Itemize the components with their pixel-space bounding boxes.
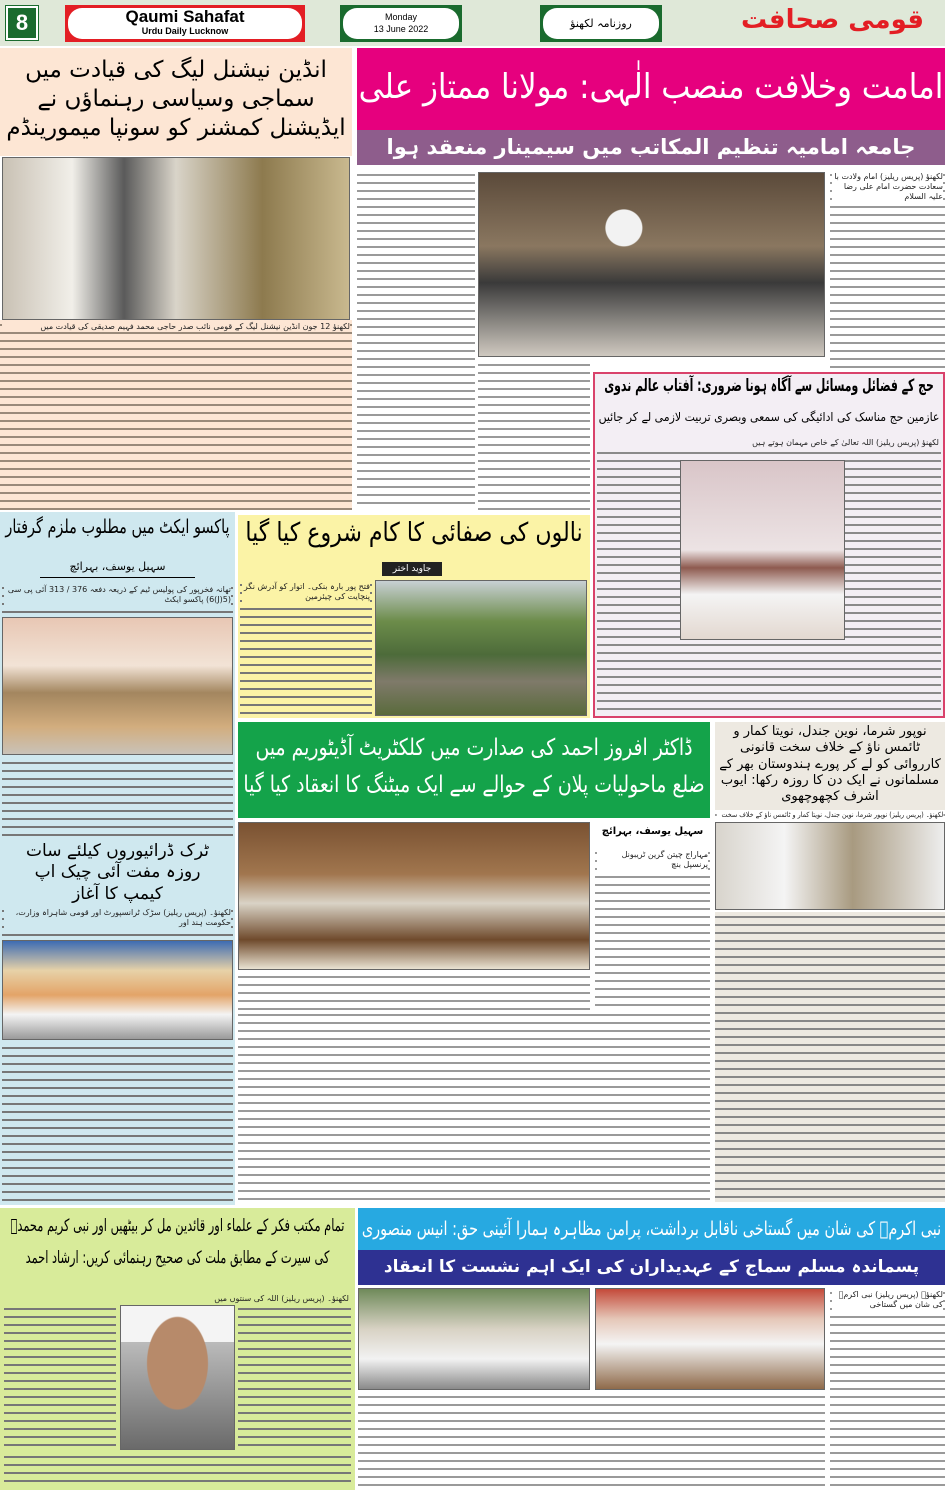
imamat-headline: امامت وخلافت منصب الٰہی: مولانا ممتاز علی (358, 67, 944, 107)
drains-body: فتح پور بارہ بنکی۔ اتوار کو آدرش نگر پنچایت کی چیئرمین (240, 580, 372, 716)
pocso-headline: پاکسو ایکٹ میں مطلوب ملزم گرفتار (5, 516, 230, 538)
newspaper-subtitle: Urdu Daily Lucknow (141, 26, 229, 36)
imamat-seminar-photo (478, 172, 825, 357)
hajj-body: لکھنؤ (پریس ریلیز) اللہ تعالیٰ کے خاص مہمان ہوتے ہیں (597, 436, 941, 448)
collectorate-body-cols (238, 1010, 710, 1202)
pasmanda-subhead: پسماندہ مسلم سماج کے عہدیداران کی ایک اہم نشست کا انعقاد (383, 1257, 920, 1277)
page-number: 8 (6, 6, 38, 40)
truck-camp-photo (2, 940, 233, 1040)
drains-headline: نالوں کی صفائی کا کام شروع کیا گیا (245, 518, 583, 548)
fast-headline: نوپور شرما، نوین جندل، نویتا کمار و ٹائمس ناؤ کے خلاف سخت قانونی کارروائی کو لے کر پورے ہندوستان بھر کے مسلمانوں نے ایک دن کا روزہ رکھا: ایوب اشرف کچھوچھوی (719, 724, 941, 804)
imamat-body-col3 (478, 360, 590, 510)
pocso-body: تھانہ فخرپور کی پولیس ٹیم کے ذریعہ دفعہ 376 / 313 آئی پی سی (5(J)6) پاکسو ایکٹ (2, 583, 233, 615)
truck-body-2 (2, 1043, 233, 1203)
ulema-body: لکھنؤ۔ (پریس ریلیز) اللہ کی سنتوں میں (4, 1292, 351, 1304)
collectorate-body: مہاراج چیتن گرین ٹریبونل پرنسپل بنچ (595, 848, 710, 1008)
pocso-body-2 (2, 758, 233, 838)
imamat-body-col1: لکھنؤ (پریس ریلیز) امام ولادت با سعادت حضرت امام علی رضا علیہ السلام (830, 170, 945, 370)
weekday: Monday (384, 12, 418, 22)
pocso-photo (2, 617, 233, 755)
hajj-headline: حج کے فضائل ومسائل سے آگاہ ہونا ضروری: آفتاب عالم ندوی (604, 376, 934, 396)
iuml-body: لکھنؤ 12 جون انڈین نیشنل لیگ کے قومی نائب صدر حاجی محمد فہیم صدیقی کی قیادت میں (0, 320, 352, 510)
imamat-body-col2 (357, 170, 475, 510)
ulema-body-lines-3 (4, 1452, 351, 1487)
title-box (65, 5, 305, 42)
collectorate-body-cols-2 (238, 972, 590, 1010)
iuml-headline: انڈین نیشنل لیگ کی قیادت میں سماجی وسیاسی رہنماؤں نے ایڈیشنل کمشنر کو سونپا میمورینڈم (6, 57, 346, 141)
drains-byline: جاوید اختر (382, 562, 442, 576)
hajj-subhead: عازمین حج مناسک کی ادائیگی کی سمعی وبصری تربیت لازمی لے کر جائیں (598, 410, 940, 424)
collectorate-headline: ڈاکٹر افروز احمد کی صدارت میں کلکٹریٹ آڈیٹوریم میں ضلع ماحولیات پلان کے حوالے سے ایک میٹنگ کا انعقاد کیا گیا (243, 735, 705, 798)
date-box (340, 5, 462, 42)
fast-body-2 (715, 912, 945, 1202)
roznama-box (540, 5, 662, 42)
pasmanda-body-2 (358, 1392, 825, 1488)
imamat-subhead: جامعہ امامیہ تنظیم المکاتب میں سیمینار منعقد ہوا (386, 135, 916, 159)
date: 13 June 2022 (373, 24, 429, 34)
ulema-headline: تمام مکتب فکر کے علماء اور قائدین مل کر بیٹھیں اور نبی کریم محمدؐ کی سیرت کے مطابق ملت کی صحیح رہنمائی کریں: ارشاد احمد (10, 1216, 345, 1269)
pasmanda-photo-1 (358, 1288, 590, 1390)
irshad-ahmad-portrait (120, 1305, 235, 1450)
pasmanda-body: لکھنؤ۔ (پریس ریلیز) نبی اکرمؐ کی شان میں گستاخی (830, 1288, 945, 1488)
truck-body: لکھنؤ۔ (پریس ریلیز) سڑک ٹرانسپورٹ اور قومی شاہراہ وزارت، حکومت ہند اور (2, 906, 233, 938)
roznama-label: روزنامہ لکھنؤ (543, 8, 659, 39)
pasmanda-headline: نبی اکرمؐ کی شان میں گستاخی ناقابل برداشت، پرامن مظاہرہ ہمارا آئینی حق: انیس منصوری (361, 1218, 942, 1240)
truck-headline: ٹرک ڈرائیوروں کیلئے سات روزہ مفت آئی چیک اپ کیمپ کا آغاز (26, 841, 209, 904)
fast-photo (715, 822, 945, 910)
iuml-photo (2, 157, 350, 320)
collectorate-byline: سہیل یوسف، بہرائچ (601, 826, 704, 837)
drains-photo (375, 580, 587, 716)
newspaper-title: Qaumi Sahafat (125, 7, 245, 26)
urdu-logo: قومی صحافت (741, 5, 924, 35)
hajj-photo (680, 460, 845, 640)
pasmanda-photo-2 (595, 1288, 825, 1390)
fast-body: لکھنؤ۔ (پریس ریلیز) نوپور شرما، نوین جندل، نویتا کمار و ٹائمس ناؤ کے خلاف سخت (715, 810, 945, 822)
pocso-byline: سہیل یوسف، بہرائچ (40, 560, 195, 578)
ulema-body-lines-2 (238, 1304, 351, 1450)
collectorate-meeting-photo (238, 822, 590, 970)
